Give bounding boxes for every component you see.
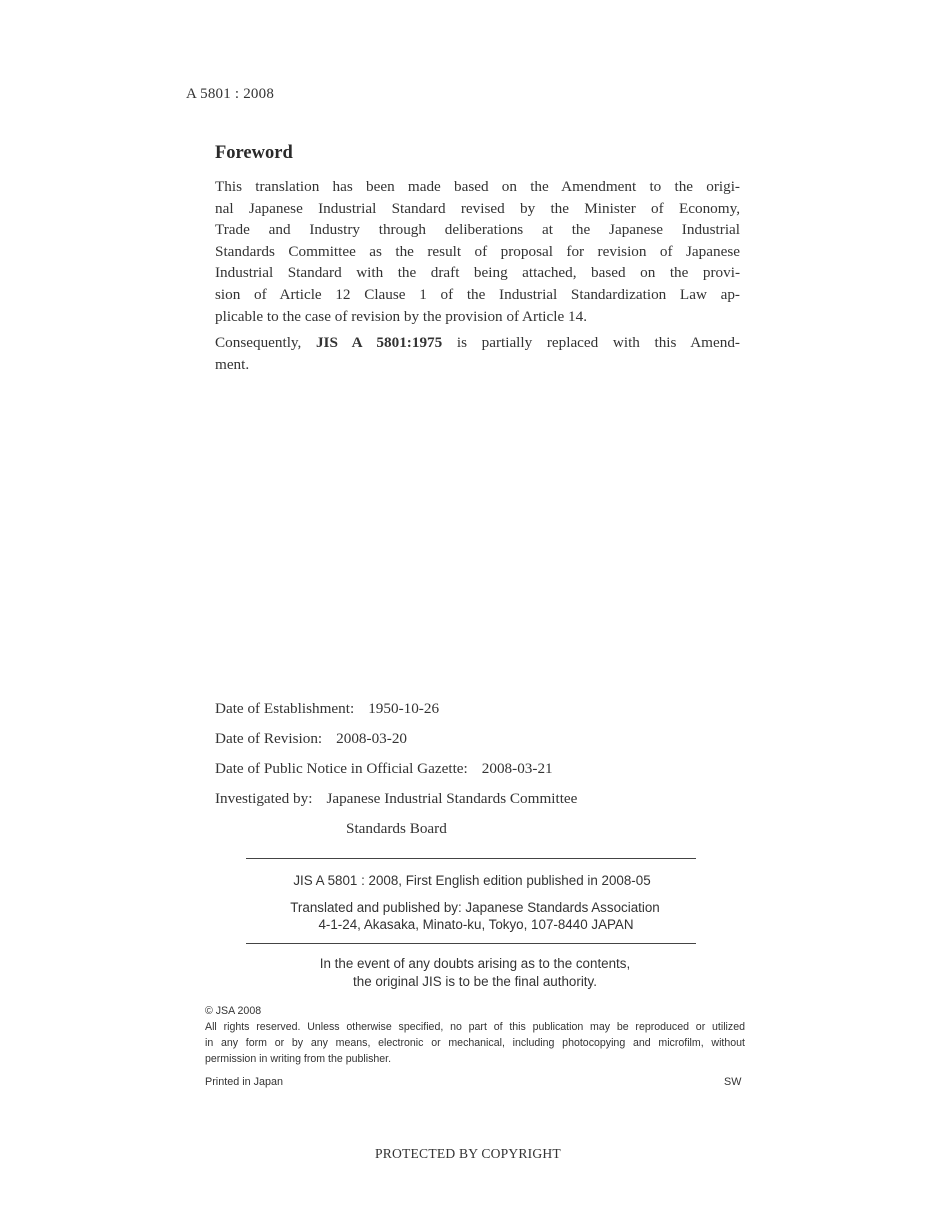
paragraph-line: nal Japanese Industrial Standard revised by the Minister of Economy,: [215, 199, 740, 217]
publisher-line: Translated and published by: Japanese Standards Association: [290, 900, 660, 915]
investigated-by-row: [215, 790, 577, 808]
public-notice-date-row: [215, 760, 553, 778]
investigated-label: Investigated by:: [215, 790, 313, 807]
printed-in-notice: Printed in Japan: [205, 1076, 284, 1088]
establishment-date-row: [215, 700, 439, 718]
foreword-heading: Foreword: [215, 143, 293, 163]
investigated-value: Japanese Industrial Standards Committee: [326, 790, 578, 807]
foreword-paragraph-1: [215, 176, 740, 327]
paragraph-line: sion of Article 12 Clause 1 of the Industrial Standardization Law ap-: [215, 285, 740, 303]
rights-reserved-notice: [205, 1020, 745, 1067]
paragraph-line: Industrial Standard with the draft being attached, based on the provi-: [215, 264, 740, 282]
divider-bottom: [246, 943, 696, 944]
protected-by-copyright-footer: PROTECTED BY COPYRIGHT: [375, 1146, 561, 1161]
authority-notice-line-1: In the event of any doubts arising as to the contents,: [319, 956, 631, 971]
edition-line: JIS A 5801 : 2008, First English edition published in 2008-05: [293, 873, 651, 888]
printer-code: SW: [724, 1076, 742, 1088]
paragraph-line: plicable to the case of revision by the provision of Article 14.: [215, 307, 587, 325]
paragraph-line: Trade and Industry through deliberations at the Japanese Industrial: [215, 221, 740, 239]
copyright-notice: © JSA 2008: [205, 1005, 262, 1017]
paragraph-line: ment.: [215, 355, 250, 373]
establishment-value: 1950-10-26: [368, 700, 440, 717]
authority-notice-line-2: the original JIS is to be the final authority.: [353, 974, 597, 989]
paragraph-line: Standards Committee as the result of proposal for revision of Japanese: [215, 242, 740, 260]
rights-line: in any form or by any means, electronic or mechanical, including photocopying and microfilm, without: [205, 1036, 745, 1049]
paragraph-prefix: Consequently,: [215, 334, 316, 351]
standard-reference: JIS A 5801:1975: [315, 334, 443, 351]
paragraph-line: [215, 332, 740, 354]
address-line: 4-1-24, Akasaka, Minato-ku, Tokyo, 107-8440 JAPAN: [318, 917, 634, 932]
revision-value: 2008-03-20: [336, 730, 408, 747]
notice-label: Date of Public Notice in Official Gazette:: [215, 760, 468, 777]
rights-line: All rights reserved. Unless otherwise specified, no part of this publication may be reproduced or utilized: [205, 1021, 745, 1033]
rights-line: permission in writing from the publisher.: [205, 1052, 392, 1065]
revision-label: Date of Revision:: [215, 730, 323, 747]
divider-top: [246, 858, 696, 859]
notice-value: 2008-03-21: [481, 760, 553, 777]
paragraph-suffix: is partially replaced with this Amend-: [442, 334, 740, 351]
investigated-by-board: Standards Board: [346, 820, 447, 837]
foreword-paragraph-2: [215, 332, 740, 375]
establishment-label: Date of Establishment:: [215, 700, 355, 717]
paragraph-line: This translation has been made based on the Amendment to the origi-: [215, 178, 740, 195]
document-code: A 5801 : 2008: [186, 86, 275, 102]
revision-date-row: [215, 730, 407, 748]
